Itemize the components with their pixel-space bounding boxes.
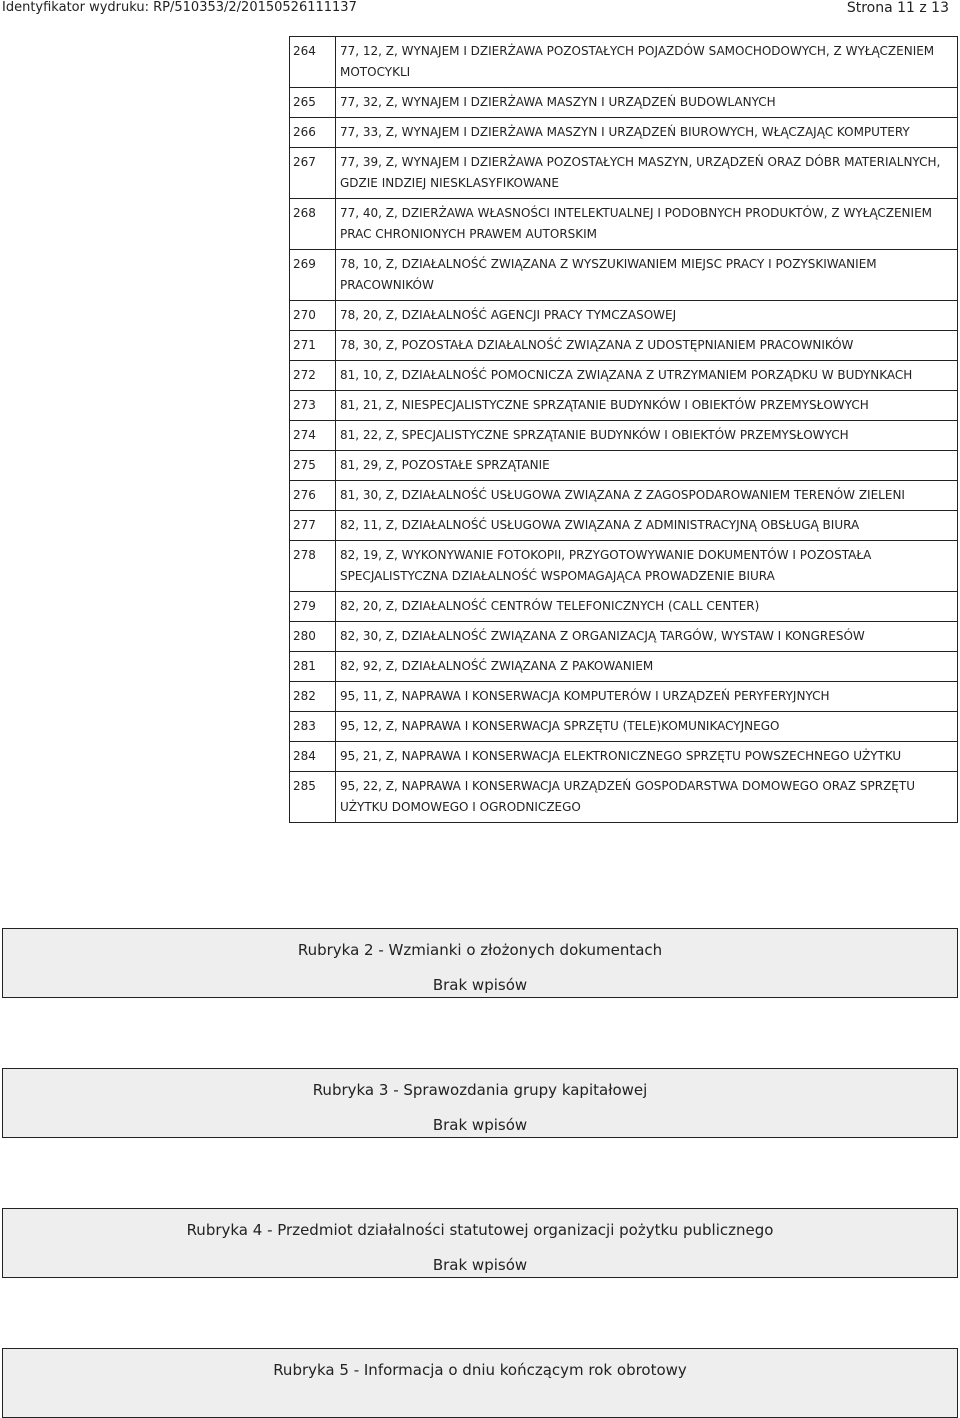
row-number: 273 [290,391,336,421]
row-description: 81, 29, Z, POZOSTAŁE SPRZĄTANIE [336,451,958,481]
row-number: 267 [290,148,336,199]
row-number: 266 [290,118,336,148]
row-number: 271 [290,331,336,361]
row-description: 95, 22, Z, NAPRAWA I KONSERWACJA URZĄDZEŃ GOSPODARSTWA DOMOWEGO ORAZ SPRZĘTU UŻYTKU DOMOWEGO I OGRODNICZEGO [336,772,958,823]
table-row [290,541,958,592]
row-description: 81, 21, Z, NIESPECJALISTYCZNE SPRZĄTANIE BUDYNKÓW I OBIEKTÓW PRZEMYSŁOWYCH [336,391,958,421]
pkd-table [289,36,958,823]
row-number: 275 [290,451,336,481]
row-number: 269 [290,250,336,301]
row-description: 77, 32, Z, WYNAJEM I DZIERŻAWA MASZYN I URZĄDZEŃ BUDOWLANYCH [336,88,958,118]
row-number: 264 [290,37,336,88]
row-description: 95, 11, Z, NAPRAWA I KONSERWACJA KOMPUTERÓW I URZĄDZEŃ PERYFERYJNYCH [336,682,958,712]
row-description: 82, 11, Z, DZIAŁALNOŚĆ USŁUGOWA ZWIĄZANA Z ADMINISTRACYJNĄ OBSŁUGĄ BIURA [336,511,958,541]
table-row [290,199,958,250]
section-empty-note: Brak wpisów [432,976,528,994]
table-row [290,511,958,541]
page-header [0,0,960,20]
row-number: 278 [290,541,336,592]
table-row [290,331,958,361]
section-title: Rubryka 4 - Przedmiot działalności statutowej organizacji pożytku publicznego [186,1221,774,1239]
print-identifier: Identyfikator wydruku: RP/510353/2/20150526111137 [2,0,357,15]
table-row [290,118,958,148]
section-empty-note: Brak wpisów [432,1116,528,1134]
row-description: 82, 20, Z, DZIAŁALNOŚĆ CENTRÓW TELEFONICZNYCH (CALL CENTER) [336,592,958,622]
row-number: 265 [290,88,336,118]
row-description: 77, 33, Z, WYNAJEM I DZIERŻAWA MASZYN I URZĄDZEŃ BIUROWYCH, WŁĄCZAJĄC KOMPUTERY [336,118,958,148]
row-number: 270 [290,301,336,331]
row-description: 82, 92, Z, DZIAŁALNOŚĆ ZWIĄZANA Z PAKOWANIEM [336,652,958,682]
table-row [290,592,958,622]
table-row [290,421,958,451]
table-row [290,301,958,331]
row-description: 77, 39, Z, WYNAJEM I DZIERŻAWA POZOSTAŁYCH MASZYN, URZĄDZEŃ ORAZ DÓBR MATERIALNYCH, GDZIE INDZIEJ NIESKLASYFIKOWANE [336,148,958,199]
table-row [290,652,958,682]
row-description: 81, 30, Z, DZIAŁALNOŚĆ USŁUGOWA ZWIĄZANA Z ZAGOSPODAROWANIEM TERENÓW ZIELENI [336,481,958,511]
row-number: 277 [290,511,336,541]
row-number: 282 [290,682,336,712]
row-number: 268 [290,199,336,250]
table-row [290,622,958,652]
table-row [290,772,958,823]
row-description: 81, 22, Z, SPECJALISTYCZNE SPRZĄTANIE BUDYNKÓW I OBIEKTÓW PRZEMYSŁOWYCH [336,421,958,451]
row-number: 274 [290,421,336,451]
table-row [290,37,958,88]
row-number: 284 [290,742,336,772]
row-description: 78, 10, Z, DZIAŁALNOŚĆ ZWIĄZANA Z WYSZUKIWANIEM MIEJSC PRACY I POZYSKIWANIEM PRACOWNIKÓW [336,250,958,301]
table-row [290,88,958,118]
row-description: 77, 12, Z, WYNAJEM I DZIERŻAWA POZOSTAŁYCH POJAZDÓW SAMOCHODOWYCH, Z WYŁĄCZENIEM MOTOCYKLI [336,37,958,88]
table-row [290,481,958,511]
table-row [290,148,958,199]
row-number: 279 [290,592,336,622]
page-number: Strona 11 z 13 [846,0,949,16]
row-description: 78, 30, Z, POZOSTAŁA DZIAŁALNOŚĆ ZWIĄZANA Z UDOSTĘPNIANIEM PRACOWNIKÓW [336,331,958,361]
row-number: 283 [290,712,336,742]
row-description: 78, 20, Z, DZIAŁALNOŚĆ AGENCJI PRACY TYMCZASOWEJ [336,301,958,331]
section-title: Rubryka 2 - Wzmianki o złożonych dokumentach [297,941,663,959]
section-title: Rubryka 5 - Informacja o dniu kończącym rok obrotowy [273,1361,687,1379]
section-empty-note: Brak wpisów [432,1256,528,1274]
row-description: 95, 12, Z, NAPRAWA I KONSERWACJA SPRZĘTU (TELE)KOMUNIKACYJNEGO [336,712,958,742]
row-number: 281 [290,652,336,682]
row-number: 285 [290,772,336,823]
row-description: 81, 10, Z, DZIAŁALNOŚĆ POMOCNICZA ZWIĄZANA Z UTRZYMANIEM PORZĄDKU W BUDYNKACH [336,361,958,391]
row-number: 280 [290,622,336,652]
table-row [290,451,958,481]
row-number: 276 [290,481,336,511]
table-row [290,742,958,772]
row-description: 77, 40, Z, DZIERŻAWA WŁASNOŚCI INTELEKTUALNEJ I PODOBNYCH PRODUKTÓW, Z WYŁĄCZENIEM PRAC CHRONIONYCH PRAWEM AUTORSKIM [336,199,958,250]
table-row [290,391,958,421]
section-title: Rubryka 3 - Sprawozdania grupy kapitałowej [312,1081,648,1099]
pkd-table-body [290,37,958,823]
table-row [290,682,958,712]
row-number: 272 [290,361,336,391]
table-row [290,361,958,391]
table-row [290,250,958,301]
table-row [290,712,958,742]
section-rubryka-5 [2,1348,958,1418]
row-description: 95, 21, Z, NAPRAWA I KONSERWACJA ELEKTRONICZNEGO SPRZĘTU POWSZECHNEGO UŻYTKU [336,742,958,772]
row-description: 82, 19, Z, WYKONYWANIE FOTOKOPII, PRZYGOTOWYWANIE DOKUMENTÓW I POZOSTAŁA SPECJALISTYCZNA DZIAŁALNOŚĆ WSPOMAGAJĄCA PROWADZENIE BIURA [336,541,958,592]
row-description: 82, 30, Z, DZIAŁALNOŚĆ ZWIĄZANA Z ORGANIZACJĄ TARGÓW, WYSTAW I KONGRESÓW [336,622,958,652]
